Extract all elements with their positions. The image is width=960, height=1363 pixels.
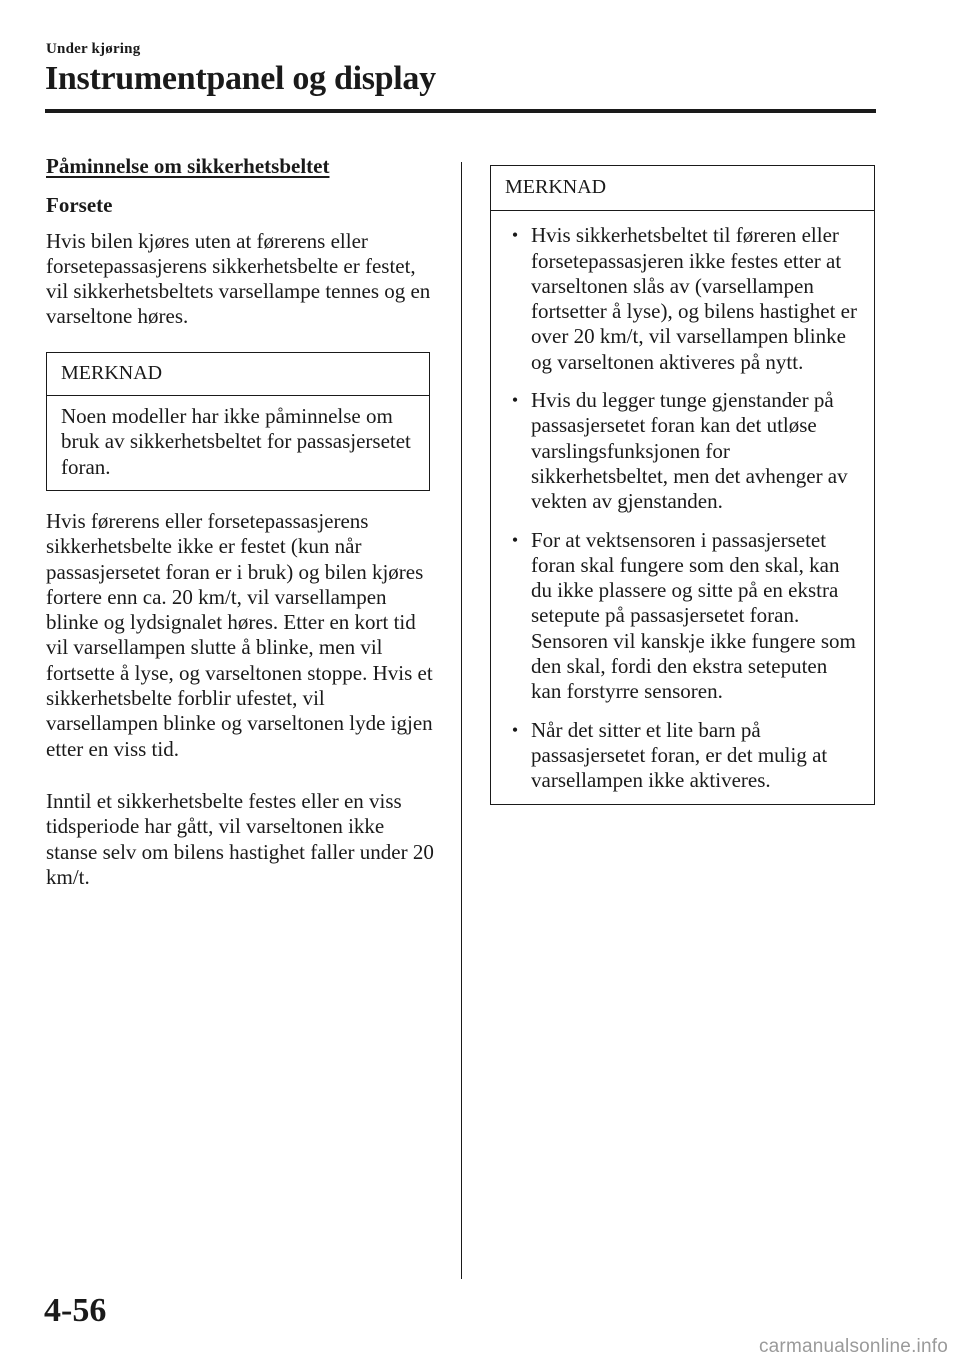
left-column bbox=[46, 154, 436, 890]
note-box-right bbox=[490, 165, 875, 805]
note-box bbox=[46, 352, 430, 491]
list-item bbox=[505, 223, 862, 375]
body-paragraph: Inntil et sikkerhetsbelte festes eller en viss tidsperiode har gått, vil varseltonen ikke stanse selv om bilens hastighet faller under 20 km/t. bbox=[46, 788, 434, 889]
list-item bbox=[505, 718, 862, 794]
list-item bbox=[505, 388, 862, 514]
section-heading: Påminnelse om sikkerhetsbeltet bbox=[46, 154, 330, 178]
watermark: carmanualsonline.info bbox=[758, 1336, 948, 1357]
list-item-text: Hvis du legger tunge gjenstander på passasjersetet foran kan det utløse varslingsfunksjonen for sikkerhetsbeltet, men det avhenger av vekten av gjenstanden. bbox=[531, 388, 848, 514]
page-title: Instrumentpanel og display bbox=[45, 60, 436, 97]
column-divider bbox=[461, 162, 462, 1279]
list-item bbox=[505, 528, 862, 705]
list-item-text: For at vektsensoren i passasjersetet foran skal fungere som den skal, kan du ikke plassere og sitte på en ekstra setepute på passasjersetet foran. Sensoren vil kanskje ikke fungere som den skal, fordi den ekstra seteputen kan forstyrre sensoren. bbox=[531, 527, 856, 704]
subheading: Forsete bbox=[46, 193, 113, 218]
note-label: MERKNAD bbox=[47, 353, 429, 396]
bullet-icon: • bbox=[511, 719, 519, 740]
title-rule bbox=[45, 109, 876, 113]
note-list bbox=[491, 211, 874, 803]
bullet-icon: • bbox=[511, 225, 519, 246]
bullet-icon: • bbox=[511, 390, 519, 411]
note-text: Noen modeller har ikke påminnelse om bruk av sikkerhetsbeltet for passasjersetet foran. bbox=[61, 404, 411, 479]
section-label: Under kjøring bbox=[46, 41, 141, 57]
note-label: MERKNAD bbox=[491, 166, 874, 211]
list-item-text: Hvis sikkerhetsbeltet til føreren eller forsetepassasjeren ikke festes etter at varseltonen slås av (varsellampen fortsetter å lyse), og bilens hastighet er over 20 km/t, vil varsellampen blinke og varseltonen aktiveres på nytt. bbox=[531, 223, 857, 374]
list-item-text: Når det sitter et lite barn på passasjersetet foran, er det mulig at varsellampen ikke aktiveres. bbox=[531, 717, 828, 793]
intro-paragraph: Hvis bilen kjøres uten at førerens eller forsetepassasjerens sikkerhetsbelte er festet, vil sikkerhetsbeltets varsellampe tennes og en varseltone høres. bbox=[46, 228, 431, 329]
body-paragraph: Hvis førerens eller forsetepassasjerens sikkerhetsbelte ikke er festet (kun når passasjersetet foran er i bruk) og bilen kjøres fortere enn ca. 20 km/t, vil varsellampen blinke og lydsignalet høres. Etter en kort tid vil varsellampen slutte å blinke, men vil fortsette å lyse, og varseltonen stoppe. Hvis et sikkerhetsbelte forblir ufestet, vil varsellampen blinke og varseltonen lyde igjen etter en viss tid. bbox=[46, 508, 433, 761]
page-number: 4-56 bbox=[44, 1292, 107, 1329]
bullet-icon: • bbox=[511, 529, 519, 550]
